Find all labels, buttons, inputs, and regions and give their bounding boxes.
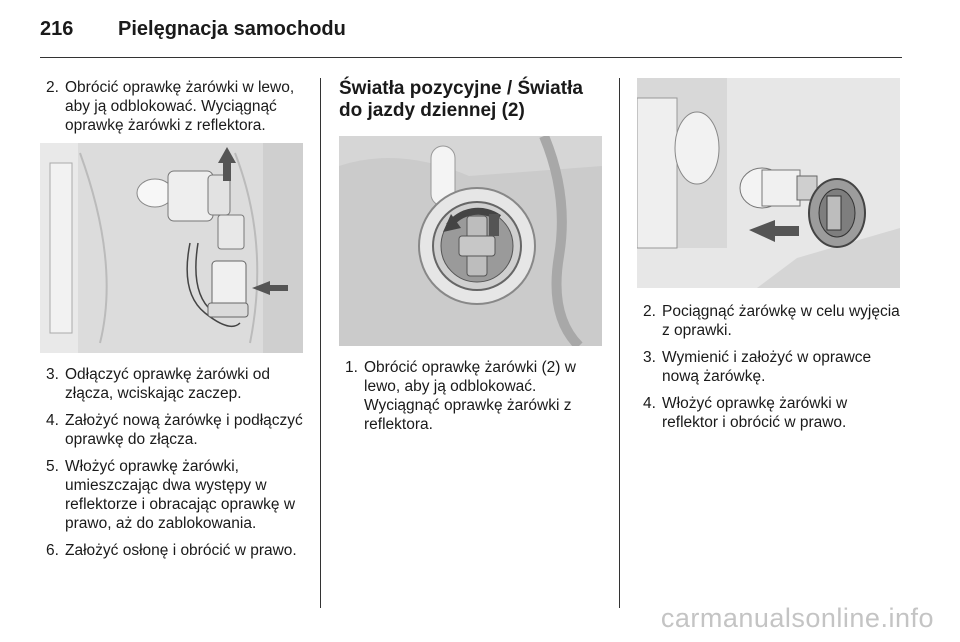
step-text: Wymienić i założyć w oprawce nową żarówkę.: [662, 349, 872, 385]
list-item: [637, 394, 903, 432]
page-number: 216: [40, 18, 74, 40]
list-item: [40, 411, 308, 449]
column-2: [339, 78, 603, 442]
step-text: Odłączyć oprawkę żarówki od złącza, wciskając zaczep.: [65, 366, 271, 402]
step-text: Włożyć oprawkę żarówki, umieszczając dwa występy w reflektorze i obracając oprawkę w prawo, aż do zablokowania.: [65, 458, 296, 532]
step-text: Obrócić oprawkę żarówki w lewo, aby ją odblokować. Wyciągnąć oprawkę żarówki z reflektora.: [65, 79, 295, 134]
step-number: 2.: [643, 303, 656, 320]
step-number: 4.: [643, 395, 656, 412]
step-number: 6.: [46, 542, 59, 559]
figure-1-svg: [40, 143, 303, 353]
step-number: 3.: [46, 366, 59, 383]
list-item: [40, 541, 308, 560]
steps-list-top: [40, 78, 308, 135]
column-3: [637, 78, 903, 440]
steps-list: [339, 358, 603, 434]
steps-list: [637, 302, 903, 432]
page-title: Pielęgnacja samochodu: [118, 18, 346, 40]
list-item: [637, 302, 903, 340]
header-divider: [40, 57, 902, 58]
list-item: [339, 358, 603, 434]
column-divider-1: [320, 78, 321, 608]
step-number: 2.: [46, 79, 59, 96]
column-1: [40, 78, 308, 568]
figure-3-svg: [637, 78, 900, 288]
list-item: [637, 348, 903, 386]
step-text: Założyć osłonę i obrócić w prawo.: [65, 542, 297, 559]
section-heading: Światła pozycyjne / Światła do jazdy dziennej (2): [339, 78, 583, 121]
step-number: 4.: [46, 412, 59, 429]
step-text: Założyć nową żarówkę i podłączyć oprawkę do złącza.: [65, 412, 303, 448]
step-text: Włożyć oprawkę żarówki w reflektor i obrócić w prawo.: [662, 395, 848, 431]
step-text: Pociągnąć żarówkę w celu wyjęcia z oprawki.: [662, 303, 900, 339]
list-item: [40, 78, 308, 135]
page-header: [40, 18, 900, 50]
list-item: [40, 457, 308, 533]
figure-2-svg: [339, 136, 602, 346]
step-number: 1.: [345, 359, 358, 376]
list-item: [40, 365, 308, 403]
bulb-holder-connector-illustration-icon: [40, 143, 303, 353]
step-number: 5.: [46, 458, 59, 475]
headlamp-rotate-holder-illustration-icon: [339, 136, 602, 346]
column-divider-2: [619, 78, 620, 608]
step-text: Obrócić oprawkę żarówki (2) w lewo, aby ją odblokować. Wyciągnąć oprawkę żarówki z reflektora.: [364, 359, 576, 433]
step-number: 3.: [643, 349, 656, 366]
steps-list-bottom: [40, 365, 308, 560]
watermark: carmanualsonline.info: [660, 603, 934, 633]
wedge-bulb-removal-illustration-icon: [637, 78, 900, 288]
